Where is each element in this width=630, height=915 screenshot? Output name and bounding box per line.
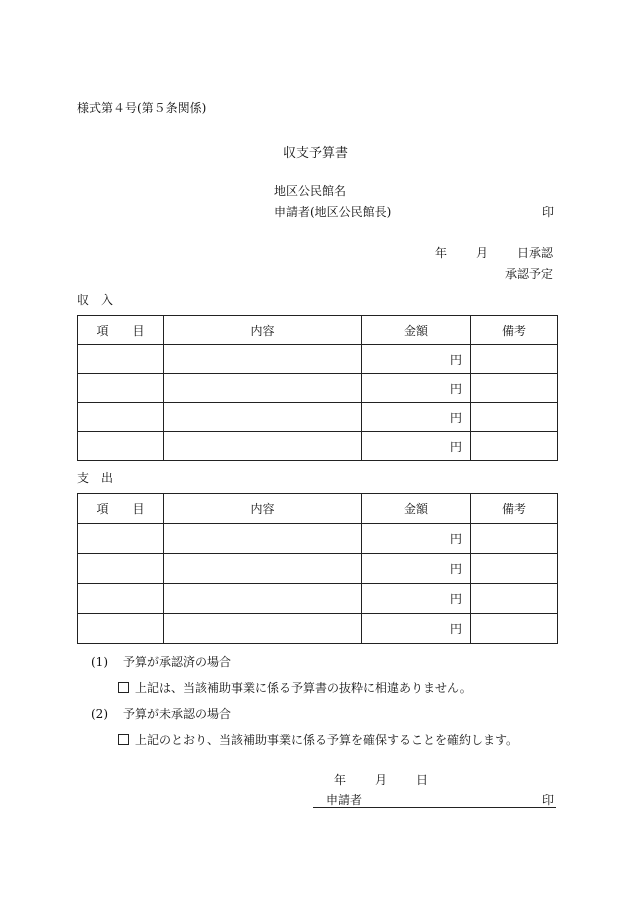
footer-seal: 印 [542, 793, 555, 807]
applicant-label: 申請者(地区公民館長) [274, 205, 392, 219]
note-2-statement: 上記のとおり、当該補助事業に係る予算を確保することを確約します。 [135, 733, 519, 747]
signature-line[interactable] [313, 807, 556, 808]
footer-day: 日 [416, 773, 429, 787]
approval-year: 年 [435, 246, 448, 260]
table-row [78, 614, 558, 644]
expense-table [77, 493, 558, 644]
income-amount-cell[interactable]: 円 [362, 403, 471, 432]
expense-item-cell[interactable] [78, 584, 164, 614]
income-item-cell[interactable] [78, 432, 164, 461]
note-2-statement-row [118, 732, 518, 748]
expense-amount-cell[interactable]: 円 [362, 554, 471, 584]
income-table [77, 315, 558, 461]
income-content-cell[interactable] [164, 432, 362, 461]
income-note-cell[interactable] [471, 374, 558, 403]
expense-content-cell[interactable] [164, 554, 362, 584]
expense-header-note: 備考 [471, 494, 558, 524]
table-row [78, 432, 558, 461]
income-header-amount: 金額 [362, 316, 471, 345]
expense-header-row [78, 494, 558, 524]
footer-applicant-label: 申請者 [326, 793, 363, 807]
expense-item-cell[interactable] [78, 554, 164, 584]
income-content-cell[interactable] [164, 345, 362, 374]
footer-month: 月 [375, 773, 388, 787]
income-section-label: 収 入 [77, 293, 114, 307]
note-1-statement: 上記は、当該補助事業に係る予算書の抜粋に相違ありません。 [135, 681, 472, 695]
income-item-cell[interactable] [78, 374, 164, 403]
expense-content-cell[interactable] [164, 524, 362, 554]
expense-amount-cell[interactable]: 円 [362, 584, 471, 614]
income-header-item: 項 目 [78, 316, 164, 345]
expense-header-content: 内容 [164, 494, 362, 524]
income-content-cell[interactable] [164, 374, 362, 403]
income-header-content: 内容 [164, 316, 362, 345]
income-note-cell[interactable] [471, 432, 558, 461]
note-2-number: (2) [91, 707, 108, 721]
income-item-cell[interactable] [78, 403, 164, 432]
expense-note-cell[interactable] [471, 584, 558, 614]
table-row [78, 403, 558, 432]
income-item-cell[interactable] [78, 345, 164, 374]
page-title: 収支予算書 [283, 146, 349, 161]
expense-note-cell[interactable] [471, 614, 558, 644]
expense-section-label: 支 出 [77, 471, 114, 485]
note-1-statement-row [118, 680, 472, 696]
expense-note-cell[interactable] [471, 524, 558, 554]
org-name-label: 地区公民館名 [274, 184, 347, 198]
income-note-cell[interactable] [471, 403, 558, 432]
table-row [78, 524, 558, 554]
income-header-row [78, 316, 558, 345]
expense-note-cell[interactable] [471, 554, 558, 584]
table-row [78, 345, 558, 374]
income-amount-cell[interactable]: 円 [362, 432, 471, 461]
note-2-checkbox[interactable] [118, 734, 129, 745]
expense-item-cell[interactable] [78, 524, 164, 554]
expense-amount-cell[interactable]: 円 [362, 614, 471, 644]
expense-amount-cell[interactable]: 円 [362, 524, 471, 554]
expense-content-cell[interactable] [164, 584, 362, 614]
table-row [78, 584, 558, 614]
table-row [78, 374, 558, 403]
note-1-checkbox[interactable] [118, 682, 129, 693]
expense-content-cell[interactable] [164, 614, 362, 644]
approval-month: 月 [476, 246, 489, 260]
income-amount-cell[interactable]: 円 [362, 345, 471, 374]
expense-header-amount: 金額 [362, 494, 471, 524]
footer-year: 年 [334, 773, 347, 787]
expense-header-item: 項 目 [78, 494, 164, 524]
note-2-heading: 予算が未承認の場合 [123, 707, 232, 721]
income-header-note: 備考 [471, 316, 558, 345]
approval-day: 日承認 [517, 246, 554, 260]
applicant-seal: 印 [542, 205, 555, 219]
income-content-cell[interactable] [164, 403, 362, 432]
income-amount-cell[interactable]: 円 [362, 374, 471, 403]
table-row [78, 554, 558, 584]
note-1-heading: 予算が承認済の場合 [123, 655, 232, 669]
form-number: 様式第４号(第５条関係) [77, 101, 207, 115]
approval-scheduled: 承認予定 [505, 267, 554, 281]
expense-item-cell[interactable] [78, 614, 164, 644]
income-note-cell[interactable] [471, 345, 558, 374]
note-1-number: (1) [91, 655, 108, 669]
